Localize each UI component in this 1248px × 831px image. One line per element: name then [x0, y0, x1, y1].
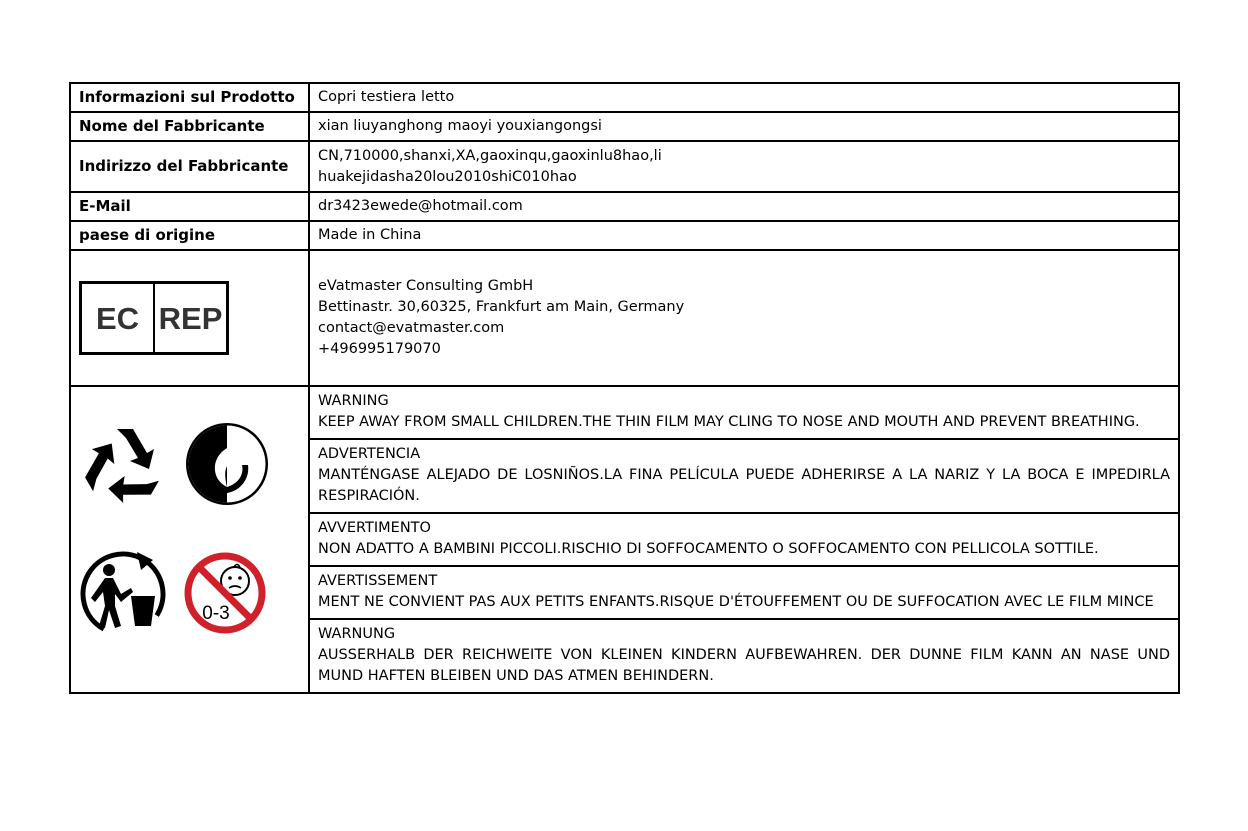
warning-block-de	[310, 620, 1178, 692]
ec-rep-badge	[79, 281, 229, 355]
table-row	[70, 83, 1179, 112]
ec-rep-cell	[70, 250, 309, 386]
warnings-cell	[309, 386, 1179, 693]
warning-title: ADVERTENCIA	[318, 446, 421, 462]
warning-block-es	[310, 440, 1178, 514]
address-line: CN,710000,shanxi,XA,gaoxinqu,gaoxinlu8hao,li	[318, 147, 662, 164]
warning-title: WARNUNG	[318, 626, 396, 642]
label-product-info: Informazioni sul Prodotto	[70, 83, 309, 112]
label-manufacturer-name: Nome del Fabbricante	[70, 112, 309, 141]
warning-title: AVVERTIMENTO	[318, 520, 431, 536]
warning-block-fr	[310, 567, 1178, 620]
product-info-table	[69, 82, 1180, 694]
age-range-label: 0-3	[202, 603, 230, 624]
warning-text: AUSSERHALB DER REICHWEITE VON KLEINEN KINDERN AUFBEWAHREN. DER DUNNE FILM KANN AN NASE UND MUND HAFTEN BLEIBEN UND DAS ATMEN BEHINDERN.	[318, 647, 1170, 684]
ec-rep-line: contact@evatmaster.com	[318, 320, 505, 336]
value-manufacturer-address	[309, 141, 1179, 192]
label-manufacturer-address: Indirizzo del Fabbricante	[70, 141, 309, 192]
tidyman-icon	[79, 550, 167, 638]
label-country-of-origin: paese di origine	[70, 221, 309, 250]
warning-text: KEEP AWAY FROM SMALL CHILDREN.THE THIN FILM MAY CLING TO NOSE AND MOUTH AND PREVENT BREATHING.	[318, 414, 1140, 430]
ec-rep-line: Bettinastr. 30,60325, Frankfurt am Main, Germany	[318, 299, 685, 315]
value-product-info: Copri testiera letto	[309, 83, 1179, 112]
label-email: E-Mail	[70, 192, 309, 221]
table-row	[70, 192, 1179, 221]
symbols-cell	[70, 386, 309, 693]
address-line: huakejidasha20lou2010shiC010hao	[318, 168, 577, 185]
table-row	[70, 112, 1179, 141]
no-children-0-3-icon	[182, 550, 268, 636]
warning-text: MANTÉNGASE ALEJADO DE LOSNIÑOS.LA FINA PELÍCULA PUEDE ADHERIRSE A LA NARIZ Y LA BOCA E IMPEDIRLA RESPIRACIÓN.	[318, 467, 1170, 504]
value-email: dr3423ewede@hotmail.com	[309, 192, 1179, 221]
value-country-of-origin: Made in China	[309, 221, 1179, 250]
value-manufacturer-name: xian liuyanghong maoyi youxiangongsi	[309, 112, 1179, 141]
warning-title: AVERTISSEMENT	[318, 573, 438, 589]
warning-text: NON ADATTO A BAMBINI PICCOLI.RISCHIO DI SOFFOCAMENTO O SOFFOCAMENTO CON PELLICOLA SOTTILE.	[318, 541, 1099, 557]
warning-block-en	[310, 387, 1178, 440]
green-dot-icon	[184, 421, 270, 507]
table-row	[70, 141, 1179, 192]
warning-text: MENT NE CONVIENT PAS AUX PETITS ENFANTS.RISQUE D'ÉTOUFFEMENT OU DE SUFFOCATION AVEC LE FILM MINCE	[318, 594, 1154, 610]
ec-rep-line: eVatmaster Consulting GmbH	[318, 278, 534, 294]
table-row	[70, 221, 1179, 250]
table-row	[70, 250, 1179, 386]
ec-rep-details	[309, 250, 1179, 386]
ec-rep-badge-right: REP	[153, 284, 226, 352]
ec-rep-badge-left: EC	[95, 300, 140, 336]
recycle-icon	[79, 421, 167, 507]
ec-rep-line: +496995179070	[318, 341, 441, 357]
warning-block-it	[310, 514, 1178, 567]
table-row	[70, 386, 1179, 693]
warning-title: WARNING	[318, 393, 389, 409]
